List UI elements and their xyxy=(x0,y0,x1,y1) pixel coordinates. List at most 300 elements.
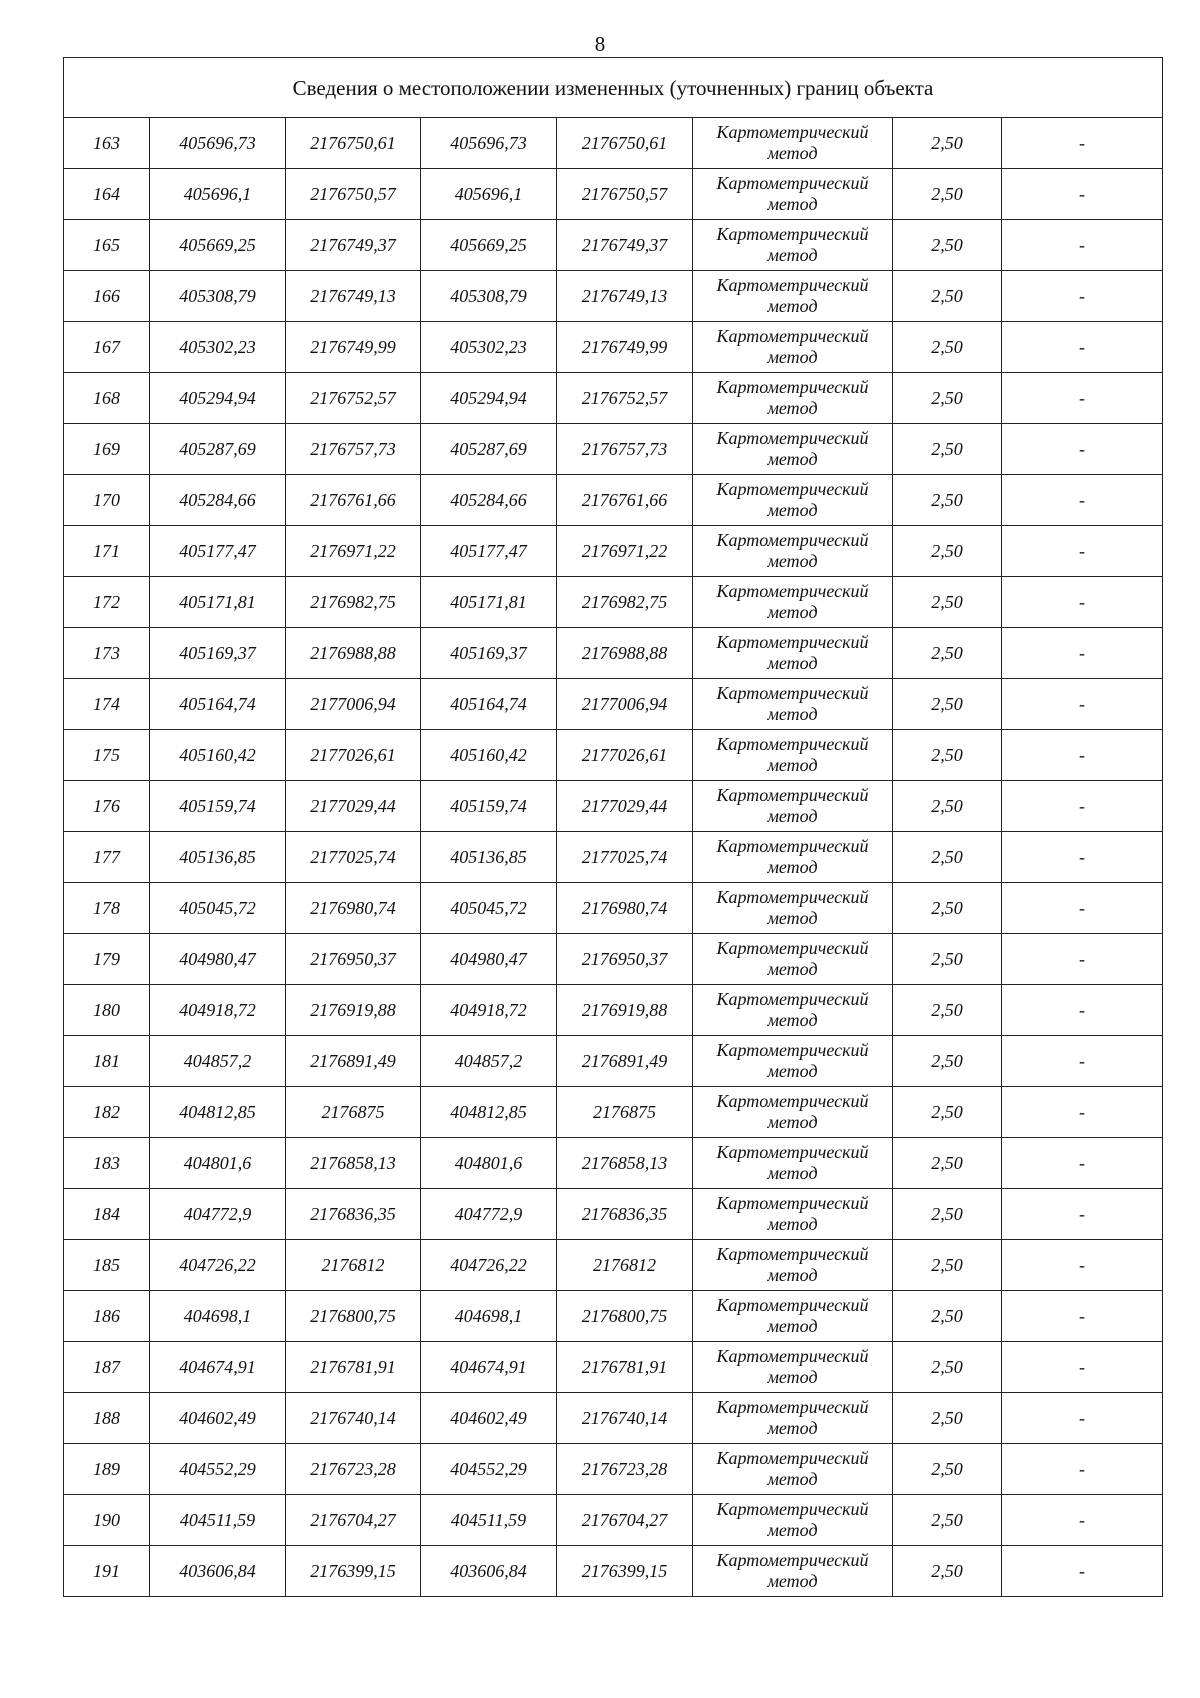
accuracy-cell: 2,50 xyxy=(893,1342,1002,1393)
x-refined-cell: 404511,59 xyxy=(421,1495,557,1546)
y-refined-cell: 2176971,22 xyxy=(557,526,693,577)
x-refined-cell: 404918,72 xyxy=(421,985,557,1036)
accuracy-cell: 2,50 xyxy=(893,271,1002,322)
method-line-1: Картометрический xyxy=(716,1295,869,1315)
accuracy-cell: 2,50 xyxy=(893,1138,1002,1189)
x-refined-cell: 405045,72 xyxy=(421,883,557,934)
y-existing-cell: 2176749,99 xyxy=(286,322,421,373)
y-refined-cell: 2176757,73 xyxy=(557,424,693,475)
x-refined-cell: 404698,1 xyxy=(421,1291,557,1342)
page-number: 8 xyxy=(594,32,606,56)
y-existing-cell: 2176704,27 xyxy=(286,1495,421,1546)
method-cell xyxy=(693,1495,893,1546)
y-refined-cell: 2176875 xyxy=(557,1087,693,1138)
note-cell: - xyxy=(1002,781,1163,832)
method-cell xyxy=(693,1138,893,1189)
table-body xyxy=(64,58,1163,1597)
table-row xyxy=(64,169,1163,220)
method-line-1: Картометрический xyxy=(716,989,869,1009)
method-line-1: Картометрический xyxy=(716,275,869,295)
method-line-2: метод xyxy=(767,602,818,622)
method-line-1: Картометрический xyxy=(716,326,869,346)
y-existing-cell: 2176399,15 xyxy=(286,1546,421,1597)
note-cell: - xyxy=(1002,628,1163,679)
method-line-2: метод xyxy=(767,1010,818,1030)
table-row xyxy=(64,1087,1163,1138)
accuracy-cell: 2,50 xyxy=(893,781,1002,832)
accuracy-cell: 2,50 xyxy=(893,577,1002,628)
note-cell: - xyxy=(1002,1291,1163,1342)
y-refined-cell: 2176982,75 xyxy=(557,577,693,628)
note-cell: - xyxy=(1002,475,1163,526)
point-number-cell: 164 xyxy=(64,169,150,220)
y-existing-cell: 2177029,44 xyxy=(286,781,421,832)
method-line-2: метод xyxy=(767,296,818,316)
method-line-1: Картометрический xyxy=(716,1244,869,1264)
point-number-cell: 168 xyxy=(64,373,150,424)
method-line-1: Картометрический xyxy=(716,683,869,703)
note-cell: - xyxy=(1002,577,1163,628)
method-line-1: Картометрический xyxy=(716,581,869,601)
x-existing-cell: 404801,6 xyxy=(150,1138,286,1189)
note-cell: - xyxy=(1002,169,1163,220)
point-number-cell: 181 xyxy=(64,1036,150,1087)
y-refined-cell: 2176980,74 xyxy=(557,883,693,934)
table-row xyxy=(64,322,1163,373)
method-cell xyxy=(693,577,893,628)
y-refined-cell: 2177029,44 xyxy=(557,781,693,832)
method-cell xyxy=(693,475,893,526)
x-existing-cell: 405284,66 xyxy=(150,475,286,526)
method-line-2: метод xyxy=(767,1061,818,1081)
method-line-1: Картометрический xyxy=(716,1346,869,1366)
accuracy-cell: 2,50 xyxy=(893,220,1002,271)
y-refined-cell: 2176749,99 xyxy=(557,322,693,373)
method-cell xyxy=(693,1291,893,1342)
method-line-1: Картометрический xyxy=(716,836,869,856)
method-cell xyxy=(693,1189,893,1240)
x-refined-cell: 405171,81 xyxy=(421,577,557,628)
method-line-2: метод xyxy=(767,1367,818,1387)
x-refined-cell: 405284,66 xyxy=(421,475,557,526)
x-refined-cell: 405294,94 xyxy=(421,373,557,424)
x-refined-cell: 404552,29 xyxy=(421,1444,557,1495)
method-line-1: Картометрический xyxy=(716,530,869,550)
x-refined-cell: 405308,79 xyxy=(421,271,557,322)
method-line-2: метод xyxy=(767,704,818,724)
y-refined-cell: 2176750,61 xyxy=(557,118,693,169)
method-line-2: метод xyxy=(767,194,818,214)
note-cell: - xyxy=(1002,832,1163,883)
y-existing-cell: 2176812 xyxy=(286,1240,421,1291)
method-cell xyxy=(693,1087,893,1138)
point-number-cell: 169 xyxy=(64,424,150,475)
y-existing-cell: 2176752,57 xyxy=(286,373,421,424)
table-row xyxy=(64,1291,1163,1342)
table-row xyxy=(64,1444,1163,1495)
accuracy-cell: 2,50 xyxy=(893,1087,1002,1138)
x-existing-cell: 405136,85 xyxy=(150,832,286,883)
note-cell: - xyxy=(1002,1138,1163,1189)
method-line-1: Картометрический xyxy=(716,938,869,958)
note-cell: - xyxy=(1002,1495,1163,1546)
x-existing-cell: 405308,79 xyxy=(150,271,286,322)
accuracy-cell: 2,50 xyxy=(893,628,1002,679)
x-refined-cell: 405169,37 xyxy=(421,628,557,679)
method-line-1: Картометрический xyxy=(716,734,869,754)
accuracy-cell: 2,50 xyxy=(893,1546,1002,1597)
accuracy-cell: 2,50 xyxy=(893,118,1002,169)
method-line-2: метод xyxy=(767,1265,818,1285)
accuracy-cell: 2,50 xyxy=(893,424,1002,475)
method-cell xyxy=(693,883,893,934)
table-row xyxy=(64,1138,1163,1189)
method-line-1: Картометрический xyxy=(716,887,869,907)
point-number-cell: 179 xyxy=(64,934,150,985)
point-number-cell: 166 xyxy=(64,271,150,322)
point-number-cell: 173 xyxy=(64,628,150,679)
method-line-2: метод xyxy=(767,1520,818,1540)
x-refined-cell: 404801,6 xyxy=(421,1138,557,1189)
x-refined-cell: 404772,9 xyxy=(421,1189,557,1240)
method-cell xyxy=(693,679,893,730)
method-cell xyxy=(693,1036,893,1087)
y-existing-cell: 2176950,37 xyxy=(286,934,421,985)
x-refined-cell: 404674,91 xyxy=(421,1342,557,1393)
note-cell: - xyxy=(1002,1036,1163,1087)
x-refined-cell: 405160,42 xyxy=(421,730,557,781)
y-refined-cell: 2176950,37 xyxy=(557,934,693,985)
coordinates-table xyxy=(63,57,1163,1597)
note-cell: - xyxy=(1002,985,1163,1036)
x-refined-cell: 404857,2 xyxy=(421,1036,557,1087)
method-line-1: Картометрический xyxy=(716,1550,869,1570)
y-refined-cell: 2176891,49 xyxy=(557,1036,693,1087)
method-line-2: метод xyxy=(767,500,818,520)
method-cell xyxy=(693,1393,893,1444)
y-refined-cell: 2176399,15 xyxy=(557,1546,693,1597)
method-cell xyxy=(693,934,893,985)
table-row xyxy=(64,1189,1163,1240)
table-row xyxy=(64,1240,1163,1291)
note-cell: - xyxy=(1002,118,1163,169)
note-cell: - xyxy=(1002,1189,1163,1240)
y-existing-cell: 2176988,88 xyxy=(286,628,421,679)
method-cell xyxy=(693,1342,893,1393)
accuracy-cell: 2,50 xyxy=(893,475,1002,526)
method-cell xyxy=(693,628,893,679)
x-existing-cell: 405696,1 xyxy=(150,169,286,220)
y-existing-cell: 2176740,14 xyxy=(286,1393,421,1444)
y-refined-cell: 2176749,37 xyxy=(557,220,693,271)
x-existing-cell: 405177,47 xyxy=(150,526,286,577)
table-row xyxy=(64,883,1163,934)
y-refined-cell: 2177026,61 xyxy=(557,730,693,781)
accuracy-cell: 2,50 xyxy=(893,169,1002,220)
accuracy-cell: 2,50 xyxy=(893,373,1002,424)
method-cell xyxy=(693,1444,893,1495)
note-cell: - xyxy=(1002,1342,1163,1393)
method-line-1: Картометрический xyxy=(716,1499,869,1519)
y-existing-cell: 2177025,74 xyxy=(286,832,421,883)
y-existing-cell: 2176761,66 xyxy=(286,475,421,526)
x-refined-cell: 405696,1 xyxy=(421,169,557,220)
accuracy-cell: 2,50 xyxy=(893,1444,1002,1495)
method-line-1: Картометрический xyxy=(716,428,869,448)
x-existing-cell: 405669,25 xyxy=(150,220,286,271)
note-cell: - xyxy=(1002,1087,1163,1138)
method-cell xyxy=(693,322,893,373)
table-row xyxy=(64,985,1163,1036)
method-line-2: метод xyxy=(767,908,818,928)
y-existing-cell: 2176723,28 xyxy=(286,1444,421,1495)
x-existing-cell: 404511,59 xyxy=(150,1495,286,1546)
x-existing-cell: 405287,69 xyxy=(150,424,286,475)
method-cell xyxy=(693,169,893,220)
y-refined-cell: 2176812 xyxy=(557,1240,693,1291)
accuracy-cell: 2,50 xyxy=(893,730,1002,781)
method-line-1: Картометрический xyxy=(716,224,869,244)
note-cell: - xyxy=(1002,373,1163,424)
method-line-1: Картометрический xyxy=(716,1397,869,1417)
point-number-cell: 174 xyxy=(64,679,150,730)
x-refined-cell: 405287,69 xyxy=(421,424,557,475)
y-refined-cell: 2176836,35 xyxy=(557,1189,693,1240)
point-number-cell: 175 xyxy=(64,730,150,781)
method-line-1: Картометрический xyxy=(716,1193,869,1213)
method-line-1: Картометрический xyxy=(716,479,869,499)
table-row xyxy=(64,1342,1163,1393)
y-existing-cell: 2176757,73 xyxy=(286,424,421,475)
y-refined-cell: 2176781,91 xyxy=(557,1342,693,1393)
y-refined-cell: 2176723,28 xyxy=(557,1444,693,1495)
y-refined-cell: 2176740,14 xyxy=(557,1393,693,1444)
method-cell xyxy=(693,781,893,832)
table-title: Сведения о местоположении измененных (уточненных) границ объекта xyxy=(64,58,1163,118)
method-line-2: метод xyxy=(767,1571,818,1591)
note-cell: - xyxy=(1002,1240,1163,1291)
method-cell xyxy=(693,730,893,781)
method-line-2: метод xyxy=(767,755,818,775)
method-cell xyxy=(693,220,893,271)
accuracy-cell: 2,50 xyxy=(893,679,1002,730)
y-refined-cell: 2176704,27 xyxy=(557,1495,693,1546)
table-row xyxy=(64,220,1163,271)
y-existing-cell: 2176800,75 xyxy=(286,1291,421,1342)
x-existing-cell: 405171,81 xyxy=(150,577,286,628)
y-refined-cell: 2176750,57 xyxy=(557,169,693,220)
note-cell: - xyxy=(1002,322,1163,373)
y-existing-cell: 2176982,75 xyxy=(286,577,421,628)
accuracy-cell: 2,50 xyxy=(893,1393,1002,1444)
x-refined-cell: 404980,47 xyxy=(421,934,557,985)
accuracy-cell: 2,50 xyxy=(893,322,1002,373)
y-refined-cell: 2177025,74 xyxy=(557,832,693,883)
method-line-2: метод xyxy=(767,1418,818,1438)
x-existing-cell: 405169,37 xyxy=(150,628,286,679)
method-line-2: метод xyxy=(767,551,818,571)
x-refined-cell: 403606,84 xyxy=(421,1546,557,1597)
table-row xyxy=(64,373,1163,424)
note-cell: - xyxy=(1002,424,1163,475)
x-refined-cell: 404726,22 xyxy=(421,1240,557,1291)
accuracy-cell: 2,50 xyxy=(893,526,1002,577)
point-number-cell: 170 xyxy=(64,475,150,526)
y-existing-cell: 2176980,74 xyxy=(286,883,421,934)
x-existing-cell: 404552,29 xyxy=(150,1444,286,1495)
x-existing-cell: 403606,84 xyxy=(150,1546,286,1597)
point-number-cell: 165 xyxy=(64,220,150,271)
point-number-cell: 177 xyxy=(64,832,150,883)
accuracy-cell: 2,50 xyxy=(893,985,1002,1036)
accuracy-cell: 2,50 xyxy=(893,1036,1002,1087)
method-cell xyxy=(693,118,893,169)
method-cell xyxy=(693,526,893,577)
y-refined-cell: 2176752,57 xyxy=(557,373,693,424)
x-existing-cell: 405164,74 xyxy=(150,679,286,730)
x-existing-cell: 405302,23 xyxy=(150,322,286,373)
table-row xyxy=(64,271,1163,322)
note-cell: - xyxy=(1002,1546,1163,1597)
accuracy-cell: 2,50 xyxy=(893,832,1002,883)
table-title-row xyxy=(64,58,1163,118)
method-line-1: Картометрический xyxy=(716,1040,869,1060)
method-line-2: метод xyxy=(767,959,818,979)
x-refined-cell: 405302,23 xyxy=(421,322,557,373)
table-row xyxy=(64,628,1163,679)
point-number-cell: 190 xyxy=(64,1495,150,1546)
x-existing-cell: 405696,73 xyxy=(150,118,286,169)
method-line-2: метод xyxy=(767,857,818,877)
note-cell: - xyxy=(1002,1393,1163,1444)
table-row xyxy=(64,1546,1163,1597)
point-number-cell: 167 xyxy=(64,322,150,373)
x-existing-cell: 404698,1 xyxy=(150,1291,286,1342)
accuracy-cell: 2,50 xyxy=(893,883,1002,934)
method-line-2: метод xyxy=(767,347,818,367)
x-refined-cell: 404602,49 xyxy=(421,1393,557,1444)
point-number-cell: 182 xyxy=(64,1087,150,1138)
x-existing-cell: 404602,49 xyxy=(150,1393,286,1444)
point-number-cell: 188 xyxy=(64,1393,150,1444)
method-line-2: метод xyxy=(767,449,818,469)
point-number-cell: 180 xyxy=(64,985,150,1036)
y-existing-cell: 2176781,91 xyxy=(286,1342,421,1393)
table-row xyxy=(64,475,1163,526)
note-cell: - xyxy=(1002,526,1163,577)
point-number-cell: 171 xyxy=(64,526,150,577)
method-line-2: метод xyxy=(767,1163,818,1183)
y-existing-cell: 2176749,37 xyxy=(286,220,421,271)
method-cell xyxy=(693,832,893,883)
y-existing-cell: 2176836,35 xyxy=(286,1189,421,1240)
method-line-1: Картометрический xyxy=(716,1448,869,1468)
method-line-2: метод xyxy=(767,398,818,418)
table-row xyxy=(64,118,1163,169)
method-line-1: Картометрический xyxy=(716,122,869,142)
x-existing-cell: 405160,42 xyxy=(150,730,286,781)
accuracy-cell: 2,50 xyxy=(893,934,1002,985)
accuracy-cell: 2,50 xyxy=(893,1291,1002,1342)
point-number-cell: 176 xyxy=(64,781,150,832)
x-refined-cell: 405177,47 xyxy=(421,526,557,577)
x-existing-cell: 405045,72 xyxy=(150,883,286,934)
x-existing-cell: 404812,85 xyxy=(150,1087,286,1138)
x-existing-cell: 404674,91 xyxy=(150,1342,286,1393)
table-row xyxy=(64,424,1163,475)
y-existing-cell: 2176875 xyxy=(286,1087,421,1138)
method-line-1: Картометрический xyxy=(716,1091,869,1111)
point-number-cell: 186 xyxy=(64,1291,150,1342)
table-row xyxy=(64,577,1163,628)
y-refined-cell: 2176761,66 xyxy=(557,475,693,526)
accuracy-cell: 2,50 xyxy=(893,1495,1002,1546)
method-cell xyxy=(693,1240,893,1291)
x-refined-cell: 405669,25 xyxy=(421,220,557,271)
note-cell: - xyxy=(1002,934,1163,985)
method-cell xyxy=(693,373,893,424)
x-existing-cell: 404857,2 xyxy=(150,1036,286,1087)
point-number-cell: 189 xyxy=(64,1444,150,1495)
method-line-2: метод xyxy=(767,245,818,265)
y-existing-cell: 2176858,13 xyxy=(286,1138,421,1189)
y-refined-cell: 2176988,88 xyxy=(557,628,693,679)
method-line-2: метод xyxy=(767,1112,818,1132)
y-refined-cell: 2176858,13 xyxy=(557,1138,693,1189)
x-refined-cell: 405696,73 xyxy=(421,118,557,169)
point-number-cell: 183 xyxy=(64,1138,150,1189)
table-row xyxy=(64,730,1163,781)
y-existing-cell: 2177026,61 xyxy=(286,730,421,781)
method-line-1: Картометрический xyxy=(716,632,869,652)
point-number-cell: 184 xyxy=(64,1189,150,1240)
y-existing-cell: 2177006,94 xyxy=(286,679,421,730)
x-refined-cell: 404812,85 xyxy=(421,1087,557,1138)
method-cell xyxy=(693,1546,893,1597)
y-existing-cell: 2176891,49 xyxy=(286,1036,421,1087)
method-line-1: Картометрический xyxy=(716,785,869,805)
table-row xyxy=(64,1036,1163,1087)
x-refined-cell: 405164,74 xyxy=(421,679,557,730)
table-row xyxy=(64,832,1163,883)
accuracy-cell: 2,50 xyxy=(893,1240,1002,1291)
method-cell xyxy=(693,985,893,1036)
method-line-2: метод xyxy=(767,1316,818,1336)
y-existing-cell: 2176750,61 xyxy=(286,118,421,169)
point-number-cell: 187 xyxy=(64,1342,150,1393)
table-row xyxy=(64,1393,1163,1444)
accuracy-cell: 2,50 xyxy=(893,1189,1002,1240)
method-cell xyxy=(693,271,893,322)
method-line-2: метод xyxy=(767,143,818,163)
table-row xyxy=(64,679,1163,730)
note-cell: - xyxy=(1002,1444,1163,1495)
y-existing-cell: 2176749,13 xyxy=(286,271,421,322)
point-number-cell: 163 xyxy=(64,118,150,169)
point-number-cell: 185 xyxy=(64,1240,150,1291)
method-line-1: Картометрический xyxy=(716,377,869,397)
x-existing-cell: 404726,22 xyxy=(150,1240,286,1291)
y-existing-cell: 2176750,57 xyxy=(286,169,421,220)
note-cell: - xyxy=(1002,271,1163,322)
x-refined-cell: 405136,85 xyxy=(421,832,557,883)
y-existing-cell: 2176919,88 xyxy=(286,985,421,1036)
method-line-2: метод xyxy=(767,1214,818,1234)
y-refined-cell: 2177006,94 xyxy=(557,679,693,730)
method-line-2: метод xyxy=(767,653,818,673)
y-existing-cell: 2176971,22 xyxy=(286,526,421,577)
table-row xyxy=(64,781,1163,832)
